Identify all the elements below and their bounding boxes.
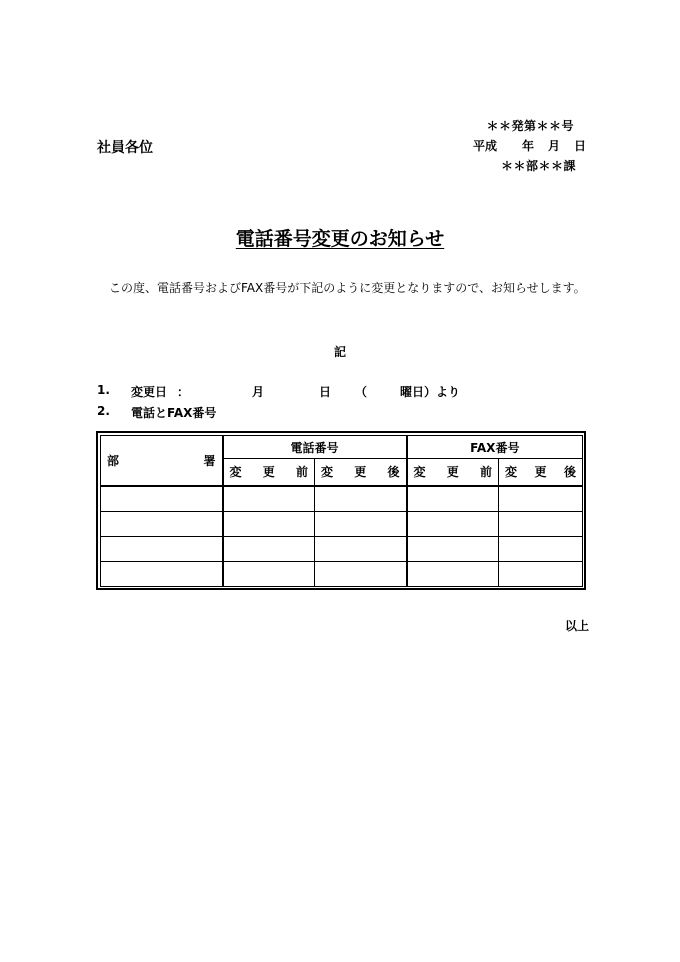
- fax-number-header: FAX番号: [407, 436, 583, 459]
- department-cell[interactable]: [101, 486, 223, 512]
- fax-after-cell[interactable]: [499, 486, 583, 512]
- phone-after-cell[interactable]: [315, 561, 407, 586]
- document-number: ＊＊発第＊＊号: [486, 119, 574, 133]
- fax-before-cell[interactable]: [407, 561, 499, 586]
- date-year: 年: [522, 139, 535, 153]
- phone-change-table: [96, 431, 586, 590]
- fax-before-cell[interactable]: [407, 511, 499, 536]
- phone-before-cell[interactable]: [223, 511, 315, 536]
- phone-fax-item: [97, 404, 297, 420]
- item-number: 1.: [97, 383, 110, 397]
- fax-after-header: 変 更 後: [499, 459, 583, 486]
- phone-after-cell[interactable]: [315, 536, 407, 561]
- phone-after-cell[interactable]: [315, 511, 407, 536]
- phone-number-header: 電話番号: [223, 436, 407, 459]
- change-day-label: 日: [319, 385, 332, 399]
- phone-after-cell[interactable]: [315, 486, 407, 512]
- fax-after-cell[interactable]: [499, 536, 583, 561]
- ki-heading: 記: [333, 345, 346, 359]
- department-cell[interactable]: [101, 561, 223, 586]
- date-day: 日: [574, 139, 587, 153]
- fax-after-cell[interactable]: [499, 511, 583, 536]
- addressee: 社員各位: [97, 140, 153, 156]
- table-row: [101, 536, 583, 561]
- item-number: 2.: [97, 404, 110, 418]
- department-cell[interactable]: [101, 536, 223, 561]
- issuing-department: ＊＊部＊＊課: [500, 159, 576, 173]
- date-month: 月: [548, 139, 561, 153]
- department-cell[interactable]: [101, 511, 223, 536]
- phone-before-cell[interactable]: [223, 536, 315, 561]
- item-label: 変更日: [131, 385, 168, 399]
- item-colon: ：: [177, 385, 190, 399]
- fax-before-cell[interactable]: [407, 536, 499, 561]
- change-month-label: 月: [252, 385, 265, 399]
- date-era: 平成: [473, 139, 498, 153]
- fax-before-cell[interactable]: [407, 486, 499, 512]
- phone-before-cell[interactable]: [223, 561, 315, 586]
- phone-before-header: 変 更 前: [223, 459, 315, 486]
- document-title: [0, 224, 680, 251]
- closing-mark: 以上: [564, 619, 589, 633]
- phone-before-cell[interactable]: [223, 486, 315, 512]
- fax-after-cell[interactable]: [499, 561, 583, 586]
- table-row: [101, 561, 583, 586]
- fax-before-header: 変 更 前: [407, 459, 499, 486]
- item-label: 電話とFAX番号: [131, 406, 217, 420]
- body-paragraph: この度、電話番号およびFAX番号が下記のように変更となりますので、お知らせします。: [109, 281, 586, 295]
- change-weekday-label: 曜日）より: [400, 385, 461, 399]
- table-row: [101, 486, 583, 512]
- paren-open: （: [355, 385, 368, 399]
- phone-change-grid: [100, 435, 583, 587]
- table-row: [101, 511, 583, 536]
- change-date-item: [97, 383, 497, 399]
- document-title-text: 電話番号変更のお知らせ: [235, 228, 445, 250]
- issue-date: [473, 137, 587, 153]
- phone-after-header: 変 更 後: [315, 459, 407, 486]
- department-header: 部 署: [101, 436, 223, 486]
